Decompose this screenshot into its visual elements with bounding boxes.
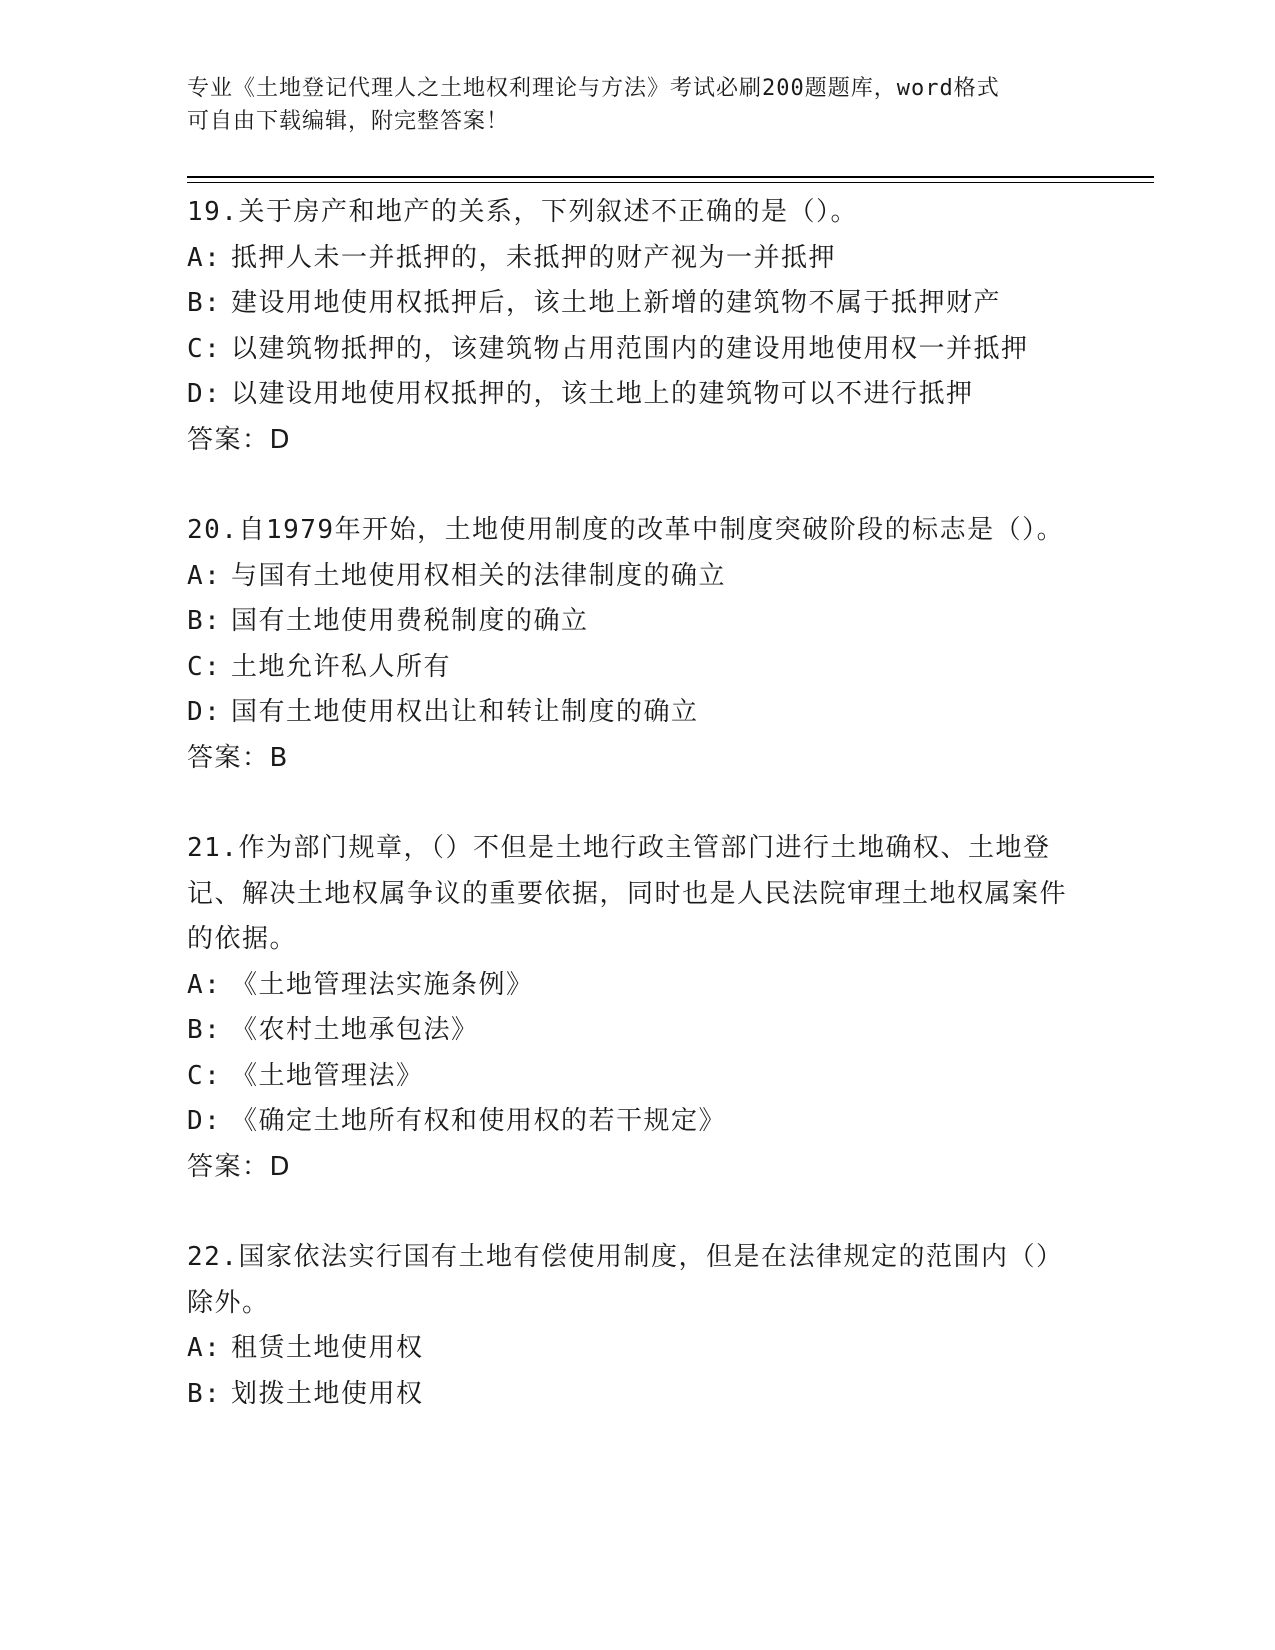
option-d	[187, 1099, 1082, 1145]
option-d	[187, 690, 1082, 736]
document-header	[187, 72, 1067, 138]
option-text: 与国有土地使用权相关的法律制度的确立	[231, 560, 727, 591]
option-letter: A:	[187, 560, 222, 591]
question-21	[187, 826, 1082, 1190]
answer-line: 答案：D	[187, 424, 292, 455]
option-text: 抵押人未一并抵押的，未抵押的财产视为一并抵押	[231, 242, 837, 273]
option-letter: C:	[187, 651, 222, 682]
header-line-2: 可自由下载编辑，附完整答案！	[187, 109, 510, 134]
option-c	[187, 327, 1082, 373]
question-19	[187, 190, 1082, 463]
option-a	[187, 554, 1082, 600]
question-22	[187, 1235, 1082, 1417]
option-text: 《土地管理法》	[231, 1060, 424, 1091]
question-stem: 20.自1979年开始，土地使用制度的改革中制度突破阶段的标志是（）。	[187, 515, 1065, 545]
option-letter: C:	[187, 1060, 222, 1091]
option-text: 《土地管理法实施条例》	[231, 969, 534, 1000]
option-letter: D:	[187, 1106, 222, 1136]
option-text: 《确定土地所有权和使用权的若干规定》	[231, 1106, 727, 1136]
option-b	[187, 1008, 1082, 1054]
answer-line: 答案：D	[187, 1151, 292, 1182]
option-text: 租赁土地使用权	[231, 1333, 424, 1363]
question-20	[187, 508, 1082, 781]
option-b	[187, 1372, 1082, 1418]
header-divider-thin	[187, 182, 1154, 183]
option-letter: B:	[187, 1015, 222, 1045]
option-a	[187, 236, 1082, 282]
option-letter: A:	[187, 969, 222, 1000]
option-c	[187, 645, 1082, 691]
option-text: 土地允许私人所有	[231, 651, 452, 682]
option-a	[187, 963, 1082, 1009]
option-letter: B:	[187, 1378, 222, 1409]
question-stem: 21.作为部门规章，（）不但是土地行政主管部门进行土地确权、土地登记、解决土地权属争议的重要依据，同时也是人民法院审理土地权属案件的依据。	[187, 833, 1068, 954]
option-letter: A:	[187, 1333, 222, 1363]
option-text: 建设用地使用权抵押后，该土地上新增的建筑物不属于抵押财产	[231, 288, 1002, 318]
option-text: 以建设用地使用权抵押的，该土地上的建筑物可以不进行抵押	[231, 379, 974, 409]
option-letter: B:	[187, 288, 222, 318]
option-letter: B:	[187, 606, 222, 636]
option-c	[187, 1054, 1082, 1100]
option-text: 国有土地使用费税制度的确立	[231, 606, 589, 636]
option-letter: D:	[187, 379, 222, 409]
option-letter: D:	[187, 697, 222, 727]
option-b	[187, 599, 1082, 645]
question-list	[187, 190, 1082, 1462]
option-letter: C:	[187, 333, 222, 364]
header-divider-thick	[187, 176, 1154, 178]
question-stem: 19.关于房产和地产的关系，下列叙述不正确的是（）。	[187, 197, 858, 227]
option-a	[187, 1326, 1082, 1372]
option-text: 以建筑物抵押的，该建筑物占用范围内的建设用地使用权一并抵押	[231, 333, 1029, 364]
option-letter: A:	[187, 242, 222, 273]
header-line-1: 专业《土地登记代理人之土地权利理论与方法》考试必刷200题题库，word格式	[187, 76, 1000, 101]
question-stem: 22.国家依法实行国有土地有偿使用制度，但是在法律规定的范围内（）除外。	[187, 1242, 1064, 1318]
option-b	[187, 281, 1082, 327]
answer-line: 答案：B	[187, 742, 289, 773]
option-text: 《农村土地承包法》	[231, 1015, 479, 1045]
option-text: 划拨土地使用权	[231, 1378, 424, 1409]
option-text: 国有土地使用权出让和转让制度的确立	[231, 697, 699, 727]
option-d	[187, 372, 1082, 418]
